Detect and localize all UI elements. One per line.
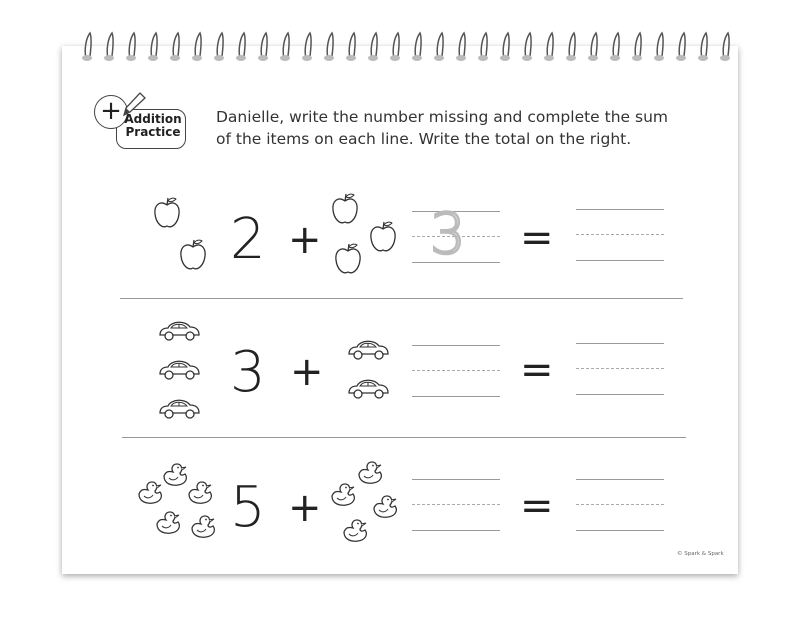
spiral-ring-icon [364,30,386,62]
traced-number: 3 [430,202,466,267]
duck-icon [188,514,218,540]
spiral-ring-icon [78,30,100,62]
addition-practice-badge [94,91,184,149]
spiral-ring-icon [606,30,628,62]
spiral-ring-icon [452,30,474,62]
row2-total-field[interactable] [576,343,664,395]
row3-missing-number-field[interactable] [412,479,500,531]
row2-plus-sign: + [290,349,324,395]
row1-plus-sign: + [288,217,322,263]
row2-left-number: 3 [230,340,266,405]
spiral-ring-icon [562,30,584,62]
spiral-ring-icon [298,30,320,62]
spiral-ring-icon [518,30,540,62]
car-icon [157,395,201,421]
spiral-ring-icon [100,30,122,62]
duck-icon [340,518,370,544]
spiral-ring-icon [584,30,606,62]
duck-icon [185,480,215,506]
apple-icon [152,196,182,230]
spiral-ring-icon [672,30,694,62]
row2-equals-sign: = [520,347,554,393]
spiral-ring-icon [408,30,430,62]
spiral-ring-icon [430,30,452,62]
spiral-ring-icon [166,30,188,62]
duck-icon [370,494,400,520]
spiral-ring-icon [188,30,210,62]
instructions [216,106,696,150]
row3-left-number: 5 [230,475,266,540]
badge-label-line2: Practice [125,125,181,139]
duck-icon [355,460,385,486]
copyright: © Spark & Spark [677,551,724,557]
spiral-ring-icon [628,30,650,62]
row-divider [122,437,686,438]
car-icon [157,356,201,382]
spiral-ring-icon [210,30,232,62]
duck-icon [153,510,183,536]
spiral-ring-icon [496,30,518,62]
row1-equals-sign: = [520,215,554,261]
apple-icon [368,220,398,254]
plus-icon: + [94,95,128,129]
car-icon [346,375,390,401]
spiral-ring-icon [386,30,408,62]
spiral-ring-icon [650,30,672,62]
row3-plus-sign: + [288,485,322,531]
car-icon [346,336,390,362]
spiral-ring-icon [694,30,716,62]
row3-equals-sign: = [520,483,554,529]
instructions-line2: of the items on each line. Write the total on the right. [216,130,632,148]
row1-left-number: 2 [230,207,266,272]
spiral-ring-icon [276,30,298,62]
spiral-ring-icon [232,30,254,62]
spiral-ring-icon [540,30,562,62]
instructions-line1: Danielle, write the number missing and complete the sum [216,108,669,126]
spiral-ring-icon [342,30,364,62]
row-divider [120,298,683,299]
row2-missing-number-field[interactable] [412,345,500,397]
spiral-ring-icon [254,30,276,62]
badge-label [124,113,182,139]
row3-total-field[interactable] [576,479,664,531]
car-icon [157,317,201,343]
apple-icon [333,242,363,276]
spiral-ring-icon [320,30,342,62]
spiral-ring-icon [144,30,166,62]
apple-icon [178,238,208,272]
spiral-ring-icon [716,30,738,62]
duck-icon [328,482,358,508]
row1-missing-number-field[interactable] [412,202,500,267]
spiral-ring-icon [474,30,496,62]
row1-total-field[interactable] [576,209,664,261]
apple-icon [330,192,360,226]
spiral-binding [78,30,738,62]
spiral-ring-icon [122,30,144,62]
badge-label-line1: Addition [124,112,182,126]
